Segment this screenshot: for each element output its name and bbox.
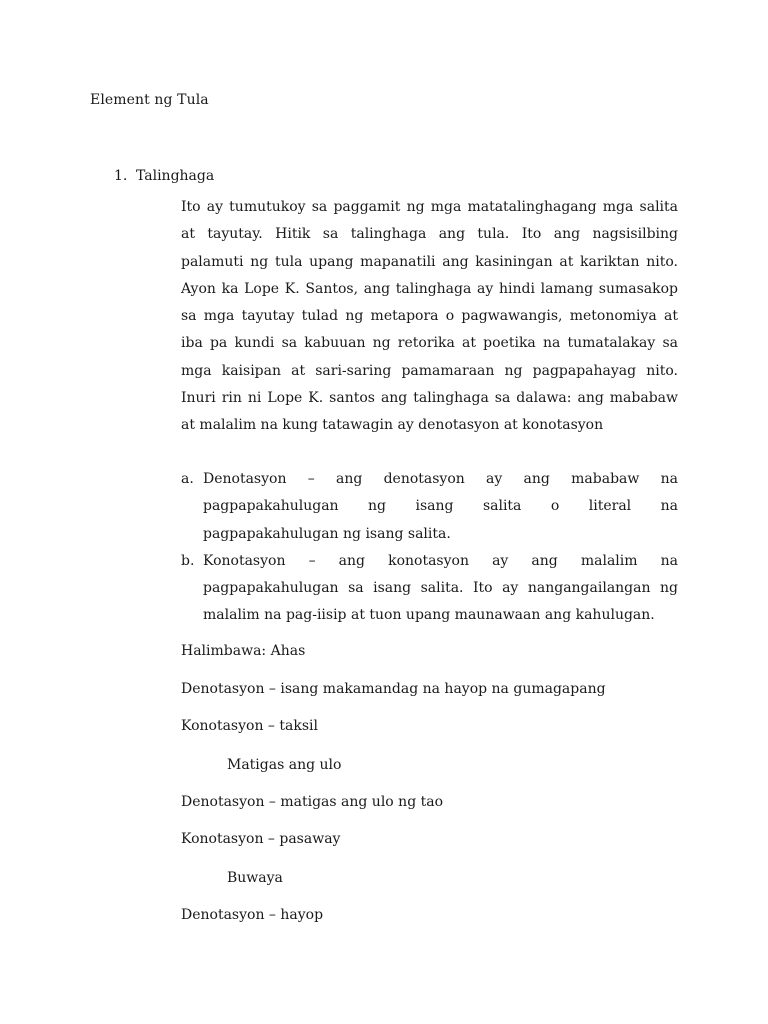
paragraph-line: at tayutay. Hitik sa talinghaga ang tula. Ito ang nagsisilbing	[181, 226, 678, 243]
sub-item-body	[203, 466, 678, 548]
example-word: Matigas ang ulo	[227, 757, 342, 773]
paragraph-line: Inuri rin ni Lope K. santos ang talinghaga sa dalawa: ang mababaw	[181, 390, 678, 407]
document-heading: Element ng Tula	[90, 92, 209, 108]
example-intro: Halimbawa: Ahas	[181, 643, 306, 659]
sub-item-body	[203, 548, 678, 630]
sub-item-marker: b.	[181, 552, 195, 569]
sub-item-marker: a.	[181, 471, 194, 487]
paragraph-line: at malalim na kung tatawagin ay denotasyon at konotasyon	[181, 417, 604, 434]
sub-item-line: pagpapakahulugan ng isang salita.	[203, 525, 451, 542]
sub-item-line: malalim na pag-iisip at tuon upang maunawaan ang kahulugan.	[203, 607, 655, 624]
paragraph-line: iba pa kundi sa kabuuan ng retorika at poetika na tumatalakay sa	[181, 335, 678, 352]
paragraph-line: palamuti ng tula upang mapanatili ang kasiningan at kariktan nito.	[181, 253, 678, 270]
section-number: 1.	[114, 168, 128, 184]
section-paragraph	[181, 194, 678, 440]
sub-item-konotasyon	[181, 548, 678, 630]
example-konotasyon: Konotasyon – taksil	[181, 718, 318, 734]
paragraph-line: Ayon ka Lope K. Santos, ang talinghaga ay hindi lamang sumasakop	[181, 280, 678, 297]
paragraph-line: Ito ay tumutukoy sa paggamit ng mga matatalinghagang mga salita	[181, 199, 678, 215]
section-title: Talinghaga	[136, 168, 215, 184]
example-denotasyon: Denotasyon – isang makamandag na hayop na gumagapang	[181, 681, 606, 697]
sub-item-line: pagpapakahulugan ng isang salita o literal na	[203, 498, 678, 515]
sub-item-line: Denotasyon – ang denotasyon ay ang mababaw na	[203, 471, 678, 487]
sub-item-line: pagpapakahulugan sa isang salita. Ito ay nangangailangan ng	[203, 580, 678, 597]
example-denotasyon: Denotasyon – matigas ang ulo ng tao	[181, 794, 444, 810]
sub-list	[181, 466, 678, 630]
example-denotasyon: Denotasyon – hayop	[181, 907, 324, 923]
sub-item-line: Konotasyon – ang konotasyon ay ang malalim na	[203, 552, 678, 569]
sub-item-denotasyon	[181, 466, 678, 548]
paragraph-line: sa mga tayutay tulad ng metapora o pagwawangis, metonomiya at	[181, 308, 678, 325]
example-word: Buwaya	[227, 870, 283, 886]
paragraph-line: mga kaisipan at sari-saring pamamaraan ng pagpapahayag nito.	[181, 362, 678, 379]
example-konotasyon: Konotasyon – pasaway	[181, 831, 341, 847]
